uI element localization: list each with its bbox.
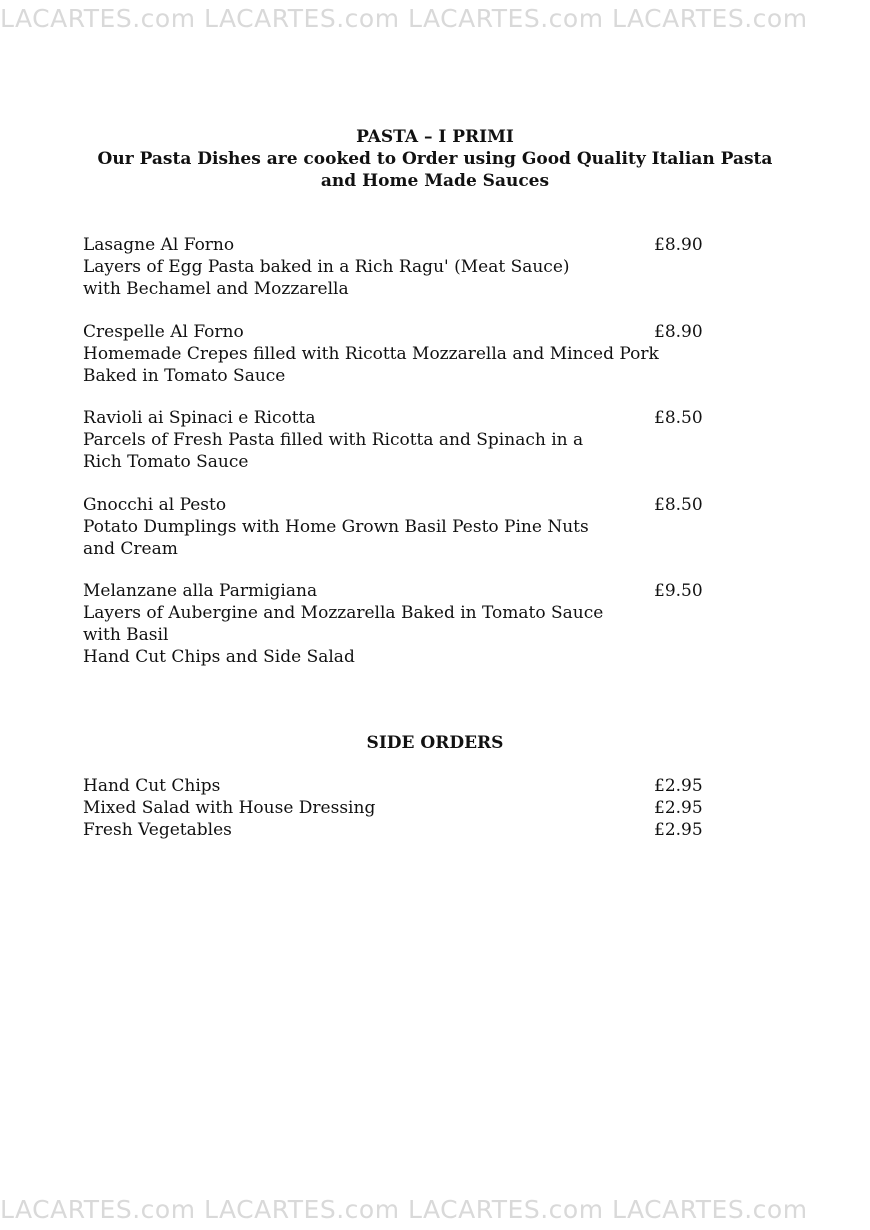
side-order-name: Hand Cut Chips xyxy=(83,776,221,796)
menu-item-price: £8.50 xyxy=(654,408,703,428)
menu-item-name: Melanzane alla Parmigiana xyxy=(83,581,318,601)
menu-item-price: £9.50 xyxy=(654,581,703,601)
menu-item-crespelle xyxy=(83,321,723,387)
menu-item-description: Layers of Aubergine and Mozzarella Baked in Tomato Sauce xyxy=(83,603,604,623)
menu-item-lasagne xyxy=(83,234,723,300)
menu-item-price: £8.50 xyxy=(654,495,703,515)
menu-item-description: with Basil xyxy=(83,625,169,645)
menu-subtitle-line-2: and Home Made Sauces xyxy=(320,171,550,191)
menu-item-description: Layers of Egg Pasta baked in a Rich Ragu' (Meat Sauce) xyxy=(83,257,570,277)
menu-item-name: Gnocchi al Pesto xyxy=(83,495,227,515)
menu-item-name: Crespelle Al Forno xyxy=(83,322,244,342)
menu-item-description: and Cream xyxy=(83,539,178,559)
menu-section-title: PASTA – I PRIMI xyxy=(356,127,514,147)
menu-item-description: Hand Cut Chips and Side Salad xyxy=(83,647,355,667)
menu-item-melanzane xyxy=(83,580,723,668)
menu-item-name: Lasagne Al Forno xyxy=(83,235,235,255)
side-order-row xyxy=(83,819,723,841)
menu-item-description: Baked in Tomato Sauce xyxy=(83,366,286,386)
menu-item-description: Rich Tomato Sauce xyxy=(83,452,249,472)
side-order-price: £2.95 xyxy=(654,798,703,818)
menu-item-gnocchi xyxy=(83,494,723,560)
side-order-row xyxy=(83,797,723,819)
menu-item-description: Potato Dumplings with Home Grown Basil Pesto Pine Nuts xyxy=(83,517,589,537)
menu-item-description: with Bechamel and Mozzarella xyxy=(83,279,349,299)
menu-item-price: £8.90 xyxy=(654,322,703,342)
menu-item-description: Parcels of Fresh Pasta filled with Ricotta and Spinach in a xyxy=(83,430,584,450)
side-orders-title: SIDE ORDERS xyxy=(366,733,504,753)
side-order-price: £2.95 xyxy=(654,820,703,840)
side-order-row xyxy=(83,775,723,797)
menu-item-ravioli xyxy=(83,407,723,473)
watermark-bottom: LACARTES.com LACARTES.com LACARTES.com LACARTES.com xyxy=(0,1195,808,1224)
side-order-name: Mixed Salad with House Dressing xyxy=(83,798,376,818)
menu-item-price: £8.90 xyxy=(654,235,703,255)
menu-item-name: Ravioli ai Spinaci e Ricotta xyxy=(83,408,316,428)
menu-item-description: Homemade Crepes filled with Ricotta Mozzarella and Minced Pork xyxy=(83,344,659,364)
side-order-name: Fresh Vegetables xyxy=(83,820,232,840)
side-order-price: £2.95 xyxy=(654,776,703,796)
watermark-top: LACARTES.com LACARTES.com LACARTES.com LACARTES.com xyxy=(0,4,808,33)
menu-subtitle-line-1: Our Pasta Dishes are cooked to Order using Good Quality Italian Pasta xyxy=(97,149,773,169)
